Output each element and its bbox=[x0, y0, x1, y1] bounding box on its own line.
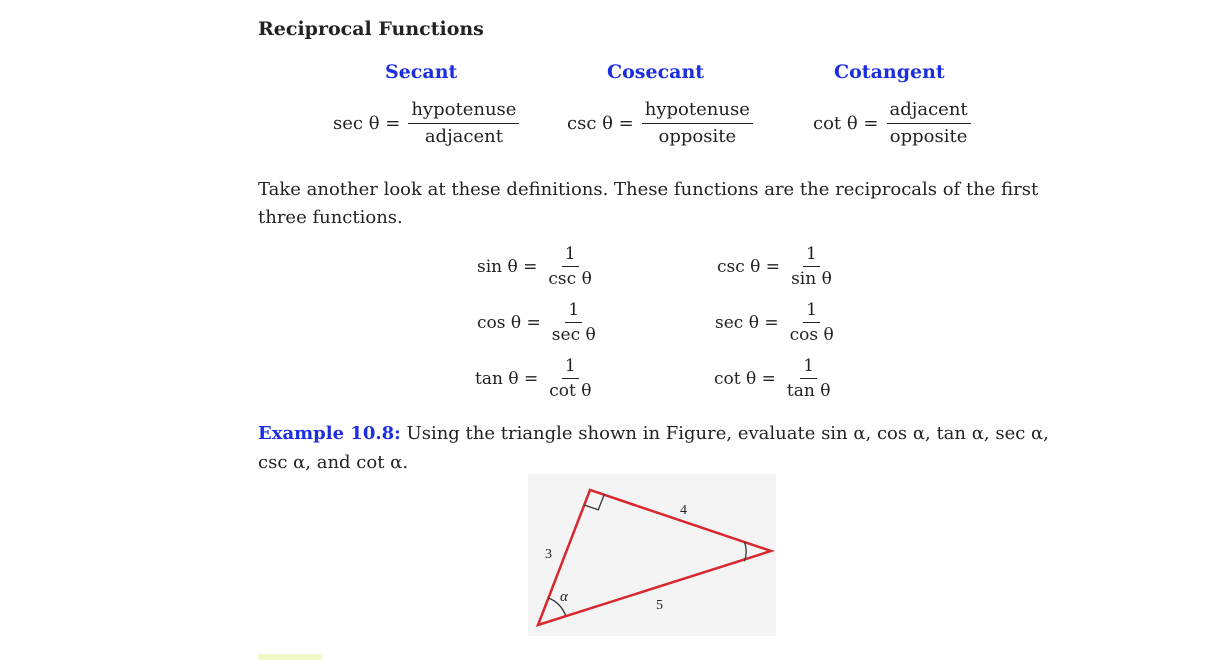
cosecant-lhs: csc θ = bbox=[567, 113, 634, 134]
secant-definition bbox=[333, 99, 519, 148]
identity-numerator: 1 bbox=[562, 356, 579, 379]
identity-tan bbox=[475, 356, 594, 401]
identity-fraction bbox=[788, 244, 835, 289]
cosecant-denominator: opposite bbox=[658, 126, 737, 147]
cotangent-fraction bbox=[887, 99, 971, 148]
cosecant-fraction bbox=[642, 99, 753, 148]
identity-denominator: tan θ bbox=[786, 381, 831, 401]
cotangent-numerator: adjacent bbox=[887, 99, 971, 124]
identity-cot bbox=[714, 356, 833, 401]
identity-lhs: csc θ = bbox=[717, 256, 781, 277]
identity-numerator: 1 bbox=[803, 300, 820, 323]
cosecant-definition bbox=[567, 99, 753, 148]
triangle-figure bbox=[528, 474, 776, 636]
identity-sec bbox=[715, 300, 837, 345]
secant-heading: Secant bbox=[385, 61, 458, 83]
identity-fraction bbox=[549, 300, 599, 345]
triangle-diagram bbox=[528, 474, 776, 636]
identity-csc bbox=[717, 244, 835, 289]
identity-denominator: cos θ bbox=[789, 325, 834, 345]
cotangent-denominator: opposite bbox=[889, 126, 968, 147]
identity-sin bbox=[477, 244, 595, 289]
cosecant-numerator: hypotenuse bbox=[642, 99, 753, 124]
alpha-label: α bbox=[560, 589, 568, 605]
side-label-3: 3 bbox=[545, 547, 552, 562]
example-label: Example 10.8: bbox=[258, 423, 401, 444]
identity-lhs: cot θ = bbox=[714, 368, 776, 389]
cosecant-heading: Cosecant bbox=[607, 61, 705, 83]
identity-denominator: sec θ bbox=[551, 325, 596, 345]
identity-fraction bbox=[546, 356, 594, 401]
identity-lhs: sec θ = bbox=[715, 312, 779, 333]
secant-lhs: sec θ = bbox=[333, 113, 401, 134]
identity-denominator: cot θ bbox=[549, 381, 592, 401]
identity-numerator: 1 bbox=[562, 244, 579, 267]
cotangent-lhs: cot θ = bbox=[813, 113, 879, 134]
example-block bbox=[258, 419, 1058, 477]
cotangent-definition bbox=[813, 99, 971, 148]
secant-numerator: hypotenuse bbox=[408, 99, 519, 124]
yellow-highlight-strip bbox=[258, 654, 322, 660]
side-label-4: 4 bbox=[680, 503, 687, 518]
side-label-5: 5 bbox=[656, 598, 663, 613]
identity-denominator: sin θ bbox=[791, 269, 832, 289]
explanation-paragraph: Take another look at these definitions. These functions are the reciprocals of the first three functions. bbox=[258, 179, 1039, 228]
identity-cos bbox=[477, 300, 599, 345]
section-title: Reciprocal Functions bbox=[258, 18, 484, 40]
identity-fraction bbox=[784, 356, 834, 401]
triangle-sides bbox=[538, 490, 771, 625]
identity-numerator: 1 bbox=[800, 356, 817, 379]
cotangent-heading: Cotangent bbox=[834, 61, 945, 83]
identity-lhs: sin θ = bbox=[477, 256, 538, 277]
identity-lhs: cos θ = bbox=[477, 312, 541, 333]
identity-fraction bbox=[545, 244, 594, 289]
identity-fraction bbox=[787, 300, 837, 345]
vertex-angle-arc bbox=[744, 542, 746, 561]
secant-denominator: adjacent bbox=[424, 126, 503, 147]
example-text: Using the triangle shown in Figure, evaluate sin α, cos α, tan α, sec α, csc α, and cot α. bbox=[258, 423, 1049, 473]
identity-numerator: 1 bbox=[803, 244, 820, 267]
identity-numerator: 1 bbox=[565, 300, 582, 323]
identity-lhs: tan θ = bbox=[475, 368, 539, 389]
secant-fraction bbox=[408, 99, 519, 148]
identity-denominator: csc θ bbox=[548, 269, 592, 289]
